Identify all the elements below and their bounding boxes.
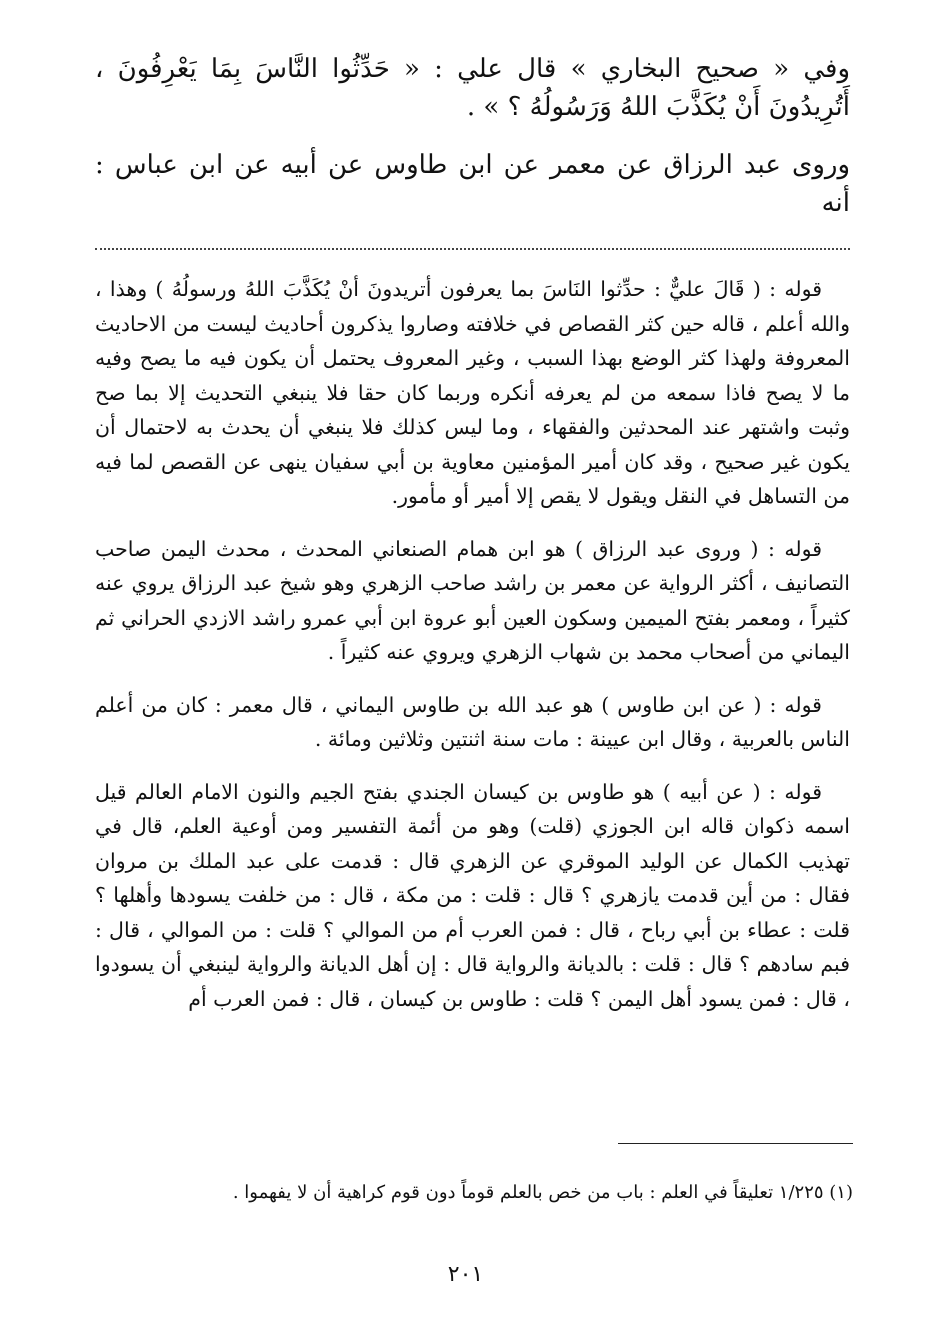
footnote: (١) ١/٢٢٥ تعليقاً في العلم : باب من خص بالعلم قوماً دون قوم كراهية أن لا يفهموا . xyxy=(232,1182,853,1203)
dotted-separator xyxy=(95,248,850,250)
page-number: ٢٠١ xyxy=(447,1262,484,1287)
commentary-paragraph-2: قوله : ( وروى عبد الرزاق ) هو ابن همام الصنعاني المحدث ، محدث اليمن صاحب التصانيف ، أكثر الرواية عن معمر بن راشد صاحب الزهري وهو شيخ عبد الرزاق يروي عنه كثيراً ، ومعمر بفتح الميمين وسكون العين أبو عروة ابن أبي عمرو راشد الازدي الحراني ثم اليماني من أصحاب محمد بن شهاب الزهري ويروي عنه كثيراً . xyxy=(95,536,850,664)
commentary-paragraph-1: قوله : ( قَالَ عليٌّ : حدِّثوا النَاسَ بما يعرفون أتريدونَ أنْ يُكَذَّبَ اللهُ ورسولُهُ ) وهذا ، والله أعلم ، قاله حين كثر القصاص في خلافته وصاروا يذكرون أحاديث ليست من الاحاديث المعروفة ولهذا كثر الوضع بهذا السبب ، وغير المعروف يحتمل أن يكون فيه ما يصح وفيه ما لا يصح فاذا سمعه من لم يعرفه أنكره وربما كان حقا فلا ينبغي التحديث إلا بما صح وثبت واشتهر عند المحدثين والفقهاء ، وما ليس كذلك فلا ينبغي أن يحدث به لاحتمال أن يكون غير صحيح ، وقد كان أمير المؤمنين معاوية بن أبي سفيان ينهى عن القصص لما فيه من التساهل في النقل ويقول لا يقص إلا أمير أو مأمور. xyxy=(95,277,850,508)
commentary-paragraph-4: قوله : ( عن أبيه ) هو طاوس بن كيسان الجندي بفتح الجيم والنون الامام العالم قيل اسمه ذكوان قاله ابن الجوزي (قلت) وهو من أئمة التفسير ومن أوعية العلم، قال في تهذيب الكمال عن الوليد الموقري عن الزهري قال : قدمت على عبد الملك بن مروان فقال : من أين قدمت يازهري ؟ قال : قلت : من مكة ، قال : من خلفت يسودها وأهلها ؟ قلت : عطاء بن أبي رباح ، قال : فمن العرب أم من الموالي ؟ قلت : من الموالي ، قال : فبم سادهم ؟ قال : قلت : بالديانة والرواية قال : إن أهل الديانة والرواية لينبغي أن يسودوا ، قال : فمن يسود أهل اليمن ؟ قلت : طاوس بن كيسان ، قال : فمن العرب أم xyxy=(95,779,850,1011)
main-text-paragraph-2: وروى عبد الرزاق عن معمر عن ابن طاوس عن أبيه عن ابن عباس : أنه xyxy=(95,150,850,218)
page-body xyxy=(95,50,850,1034)
footnote-separator xyxy=(618,1143,853,1144)
main-text-paragraph-1: وفي « صحيح البخاري » قال علي : « حَدِّثُوا النَّاسَ بِمَا يَعْرِفُونَ ، أَتُرِيدُونَ أَنْ يُكَذَّبَ اللهُ وَرَسُولُهُ ؟ » . xyxy=(95,54,850,122)
commentary-section xyxy=(95,272,850,1016)
commentary-paragraph-3: قوله : ( عن ابن طاوس ) هو عبد الله بن طاوس اليماني ، قال معمر : كان من أعلم الناس بالعربية ، وقال ابن عيينة : مات سنة اثنتين وثلاثين ومائة . xyxy=(95,692,850,751)
